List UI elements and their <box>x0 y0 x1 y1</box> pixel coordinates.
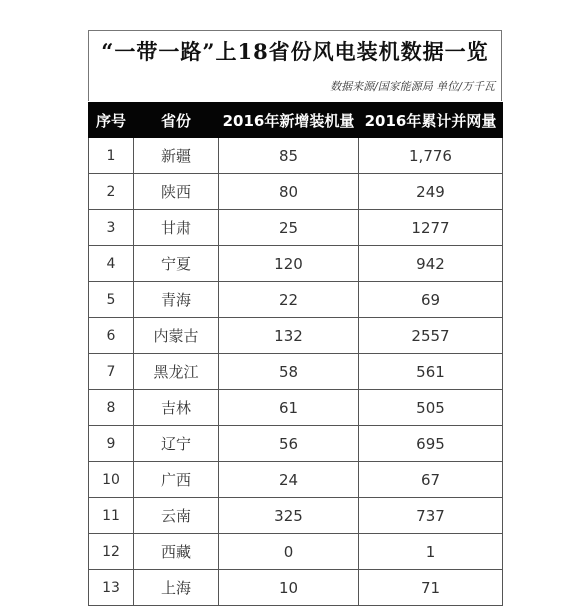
cell-index: 9 <box>89 426 134 462</box>
cell-new-capacity: 56 <box>219 426 359 462</box>
cell-cumulative-capacity: 1277 <box>359 210 503 246</box>
cell-province: 广西 <box>134 462 219 498</box>
cell-new-capacity: 85 <box>219 138 359 174</box>
header-row <box>89 103 503 138</box>
source-note-text: 数据来源/国家能源局 单位/万千瓦 <box>330 80 495 93</box>
cell-province: 新疆 <box>134 138 219 174</box>
cell-cumulative-capacity: 2557 <box>359 318 503 354</box>
table-row <box>89 570 503 606</box>
cell-new-capacity: 61 <box>219 390 359 426</box>
source-note <box>88 71 502 101</box>
cell-new-capacity: 10 <box>219 570 359 606</box>
cell-province: 辽宁 <box>134 426 219 462</box>
cell-new-capacity: 25 <box>219 210 359 246</box>
table-row <box>89 462 503 498</box>
cell-index: 10 <box>89 462 134 498</box>
cell-province: 青海 <box>134 282 219 318</box>
header-new-capacity: 2016年新增装机量 <box>219 103 359 138</box>
cell-province: 西藏 <box>134 534 219 570</box>
cell-index: 4 <box>89 246 134 282</box>
data-sheet <box>88 30 502 612</box>
header-province: 省份 <box>134 103 219 138</box>
cell-province: 黑龙江 <box>134 354 219 390</box>
cell-index: 2 <box>89 174 134 210</box>
cell-province: 甘肃 <box>134 210 219 246</box>
table-body <box>89 138 503 606</box>
table-row <box>89 138 503 174</box>
cell-index: 1 <box>89 138 134 174</box>
table-row <box>89 354 503 390</box>
cell-index: 6 <box>89 318 134 354</box>
cell-cumulative-capacity: 695 <box>359 426 503 462</box>
table-row <box>89 498 503 534</box>
cell-cumulative-capacity: 505 <box>359 390 503 426</box>
cell-province: 上海 <box>134 570 219 606</box>
table-row <box>89 174 503 210</box>
cell-cumulative-capacity: 67 <box>359 462 503 498</box>
table-row <box>89 246 503 282</box>
table-row <box>89 282 503 318</box>
cell-province: 陕西 <box>134 174 219 210</box>
cell-cumulative-capacity: 942 <box>359 246 503 282</box>
cell-new-capacity: 132 <box>219 318 359 354</box>
cell-new-capacity: 22 <box>219 282 359 318</box>
cell-province: 宁夏 <box>134 246 219 282</box>
cell-index: 5 <box>89 282 134 318</box>
table-title: “一带一路”上18省份风电装机数据一览 <box>88 30 502 71</box>
cell-province: 云南 <box>134 498 219 534</box>
table-row <box>89 210 503 246</box>
table-row <box>89 426 503 462</box>
cell-cumulative-capacity: 1 <box>359 534 503 570</box>
cell-cumulative-capacity: 71 <box>359 570 503 606</box>
table-row <box>89 390 503 426</box>
cell-new-capacity: 325 <box>219 498 359 534</box>
cell-province: 内蒙古 <box>134 318 219 354</box>
cell-new-capacity: 24 <box>219 462 359 498</box>
cell-new-capacity: 0 <box>219 534 359 570</box>
cell-cumulative-capacity: 249 <box>359 174 503 210</box>
cell-index: 7 <box>89 354 134 390</box>
cell-cumulative-capacity: 69 <box>359 282 503 318</box>
cell-new-capacity: 58 <box>219 354 359 390</box>
cell-new-capacity: 80 <box>219 174 359 210</box>
cell-index: 8 <box>89 390 134 426</box>
wind-power-table <box>88 102 503 606</box>
cell-index: 12 <box>89 534 134 570</box>
header-index: 序号 <box>89 103 134 138</box>
cell-province: 吉林 <box>134 390 219 426</box>
cell-cumulative-capacity: 1,776 <box>359 138 503 174</box>
cell-cumulative-capacity: 561 <box>359 354 503 390</box>
cell-cumulative-capacity: 737 <box>359 498 503 534</box>
cell-index: 13 <box>89 570 134 606</box>
table-row <box>89 534 503 570</box>
header-cumulative-capacity: 2016年累计并网量 <box>359 103 503 138</box>
cell-index: 3 <box>89 210 134 246</box>
cell-index: 11 <box>89 498 134 534</box>
table-row <box>89 318 503 354</box>
cell-new-capacity: 120 <box>219 246 359 282</box>
